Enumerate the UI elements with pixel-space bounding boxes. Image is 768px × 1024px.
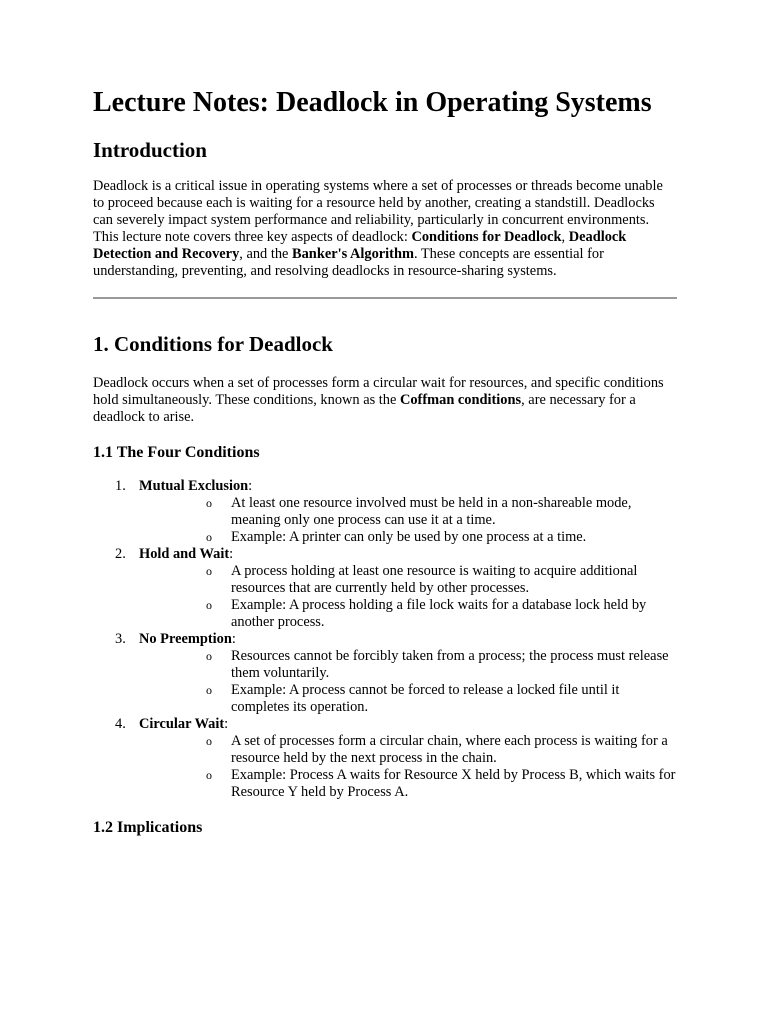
document-content [93,86,677,838]
hollow-bullet-icon: o [206,530,212,544]
intro-text-start: Deadlock is a critical issue in operating systems where a set of processes or threads become unable to proceed because each is waiting for a resource held by another, creating a standstill. Deadlocks can severely impact system performance and reliability, particularly in concurrent environments. This lecture note covers three key aspects of deadlock: [93,178,663,245]
intro-bold-conditions: Conditions for Deadlock [411,229,562,245]
intro-separator-1: , [561,229,569,245]
hollow-bullet-icon: o [206,734,212,748]
condition-number: 1. [115,478,126,494]
hollow-bullet-icon: o [206,768,212,782]
hollow-bullet-icon: o [206,683,212,697]
condition-item: 1. Mutual Exclusion: o At least one resource involved must be held in a non-shareable mode, meaning only one process can use it at a time. o Example: A printer can only be used by one process at a time. [93,478,677,546]
condition-label: Circular Wait [139,716,225,732]
condition-points [139,563,677,631]
section-divider [93,297,677,299]
section-1-heading: 1. Conditions for Deadlock [93,332,333,356]
condition-point-text: Example: A process cannot be forced to release a locked file until it completes its operation. [231,682,620,715]
hollow-bullet-icon: o [206,598,212,612]
condition-point-text: Resources cannot be forcibly taken from a process; the process must release them voluntarily. [231,648,669,681]
condition-label: No Preemption [139,631,232,647]
section-1-paragraph [93,375,677,426]
condition-number: 2. [115,546,126,562]
condition-point [139,495,677,529]
condition-point-text: At least one resource involved must be held in a non-shareable mode, meaning only one process can use it at a time. [231,495,632,528]
condition-point [139,767,677,801]
introduction-paragraph [93,178,677,280]
condition-point-text: A set of processes form a circular chain, where each process is waiting for a resource held by the next process in the chain. [231,733,668,766]
intro-separator-2: , and the [239,246,293,262]
condition-point [139,648,677,682]
condition-label: Mutual Exclusion [139,478,249,494]
condition-point [139,597,677,631]
introduction-heading: Introduction [93,138,207,162]
condition-point [139,563,677,597]
condition-point [139,733,677,767]
coffman-conditions-bold: Coffman conditions [399,392,522,408]
condition-points [139,495,677,546]
condition-number: 4. [115,716,126,732]
condition-point-text: Example: A printer can only be used by one process at a time. [231,529,587,545]
condition-point-text: A process holding at least one resource is waiting to acquire additional resources that are currently held by other processes. [231,563,638,596]
condition-item: 2. Hold and Wait: o A process holding at least one resource is waiting to acquire additional resources that are currently held by other processes. o Example: A process holding a file lock waits for a database lock held by another process. [93,546,677,631]
condition-point-text: Example: A process holding a file lock waits for a database lock held by another process. [231,597,647,630]
section-1-text-start: Deadlock occurs when a set of processes form a circular wait for resources, and specific conditions hold simultaneously. These conditions, known as the [93,375,664,408]
conditions-list [93,478,677,801]
hollow-bullet-icon: o [206,564,212,578]
condition-point-text: Example: Process A waits for Resource X held by Process B, which waits for Resource Y held by Process A. [231,767,676,800]
subsection-1-1-heading: 1.1 The Four Conditions [93,444,260,461]
section-1-text-end: , are necessary for a deadlock to arise. [93,392,636,425]
condition-points [139,733,677,801]
condition-item: 3. No Preemption: o Resources cannot be forcibly taken from a process; the process must release them voluntarily. o Example: A process cannot be forced to release a locked file until it completes its operation. [93,631,677,716]
intro-text-end: . These concepts are essential for understanding, preventing, and resolving deadlocks in resource-sharing systems. [93,246,604,279]
condition-points [139,648,677,716]
hollow-bullet-icon: o [206,649,212,663]
condition-label: Hold and Wait [139,546,230,562]
condition-point [139,682,677,716]
intro-bold-bankers: Banker's Algorithm [292,246,414,262]
intro-bold-detection: Deadlock Detection and Recovery [93,229,627,262]
document-title: Lecture Notes: Deadlock in Operating Systems [93,87,652,118]
subsection-1-2-heading: 1.2 Implications [93,819,203,836]
hollow-bullet-icon: o [206,496,212,510]
condition-number: 3. [115,631,126,647]
condition-point [139,529,677,546]
condition-item: 4. Circular Wait: o A set of processes form a circular chain, where each process is waiting for a resource held by the next process in the chain. o Example: Process A waits for Resource X held by Process B, which waits for Resource Y held by Process A. [115,716,676,800]
